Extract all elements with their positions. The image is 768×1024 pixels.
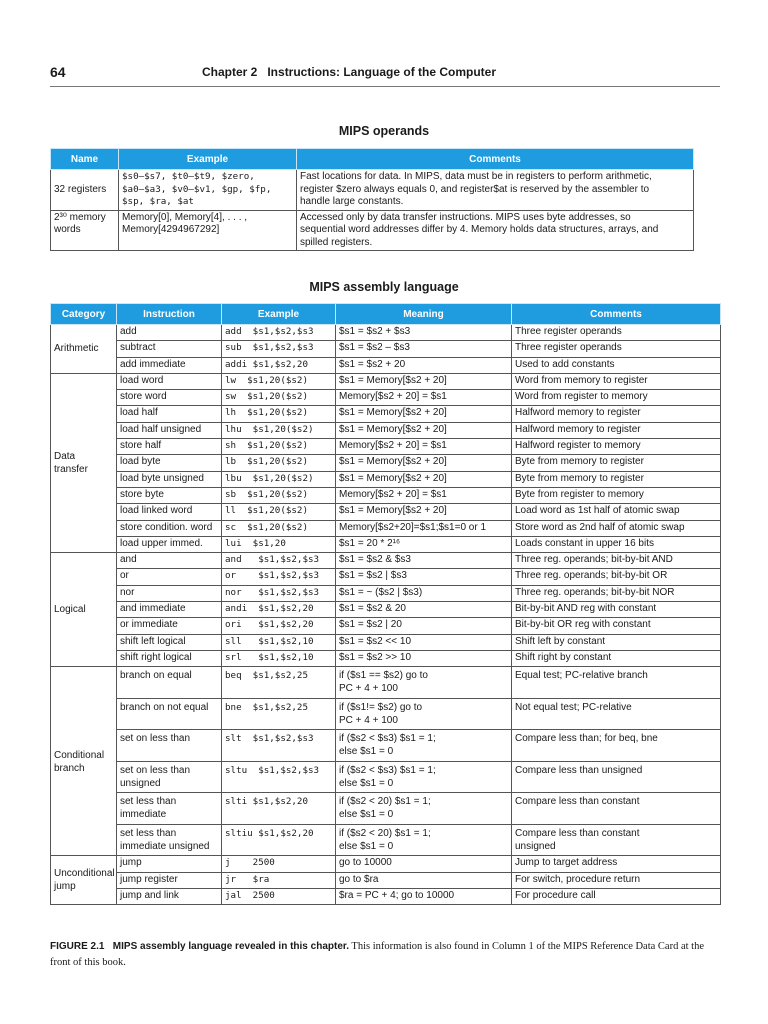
example-cell: slt $s1,$s2,$s3 (222, 730, 336, 762)
instruction-cell: branch on not equal (117, 698, 222, 730)
comment-cell: Shift left by constant (512, 634, 721, 650)
table-row (51, 439, 721, 455)
instruction-cell: shift right logical (117, 650, 222, 666)
comment-line: Accessed only by data transfer instructions. MIPS uses byte addresses, so (300, 211, 631, 223)
comment-cell: Byte from memory to register (512, 471, 721, 487)
instruction-cell: load byte unsigned (117, 471, 222, 487)
meaning-cell: if ($s2 < $s3) $s1 = 1; else $s1 = 0 (336, 761, 512, 793)
instruction-cell: set less than immediate (117, 793, 222, 825)
comment-cell: Byte from register to memory (512, 487, 721, 503)
meaning-cell: $s1 = $s2 – $s3 (336, 341, 512, 357)
meaning-cell: if ($s2 < 20) $s1 = 1; else $s1 = 0 (336, 793, 512, 825)
example-cell: lui $s1,20 (222, 536, 336, 552)
comment-cell: Equal test; PC-relative branch (512, 667, 721, 699)
instruction-cell: store half (117, 439, 222, 455)
category-cell: Unconditional jump (51, 856, 117, 905)
assembly-title: MIPS assembly language (309, 280, 459, 294)
comment-line: spilled registers. (300, 236, 373, 248)
meaning-cell: $s1 = $s2 >> 10 (336, 650, 512, 666)
operand-example (119, 210, 297, 251)
meaning-cell: $s1 = Memory[$s2 + 20] (336, 455, 512, 471)
comment-cell: Three reg. operands; bit-by-bit NOR (512, 585, 721, 601)
meaning-cell: if ($s1 == $s2) go to PC + 4 + 100 (336, 667, 512, 699)
instruction-cell: add (117, 325, 222, 341)
example-cell: lb $s1,20($s2) (222, 455, 336, 471)
instruction-cell: or (117, 569, 222, 585)
meaning-cell: if ($s2 < $s3) $s1 = 1; else $s1 = 0 (336, 730, 512, 762)
table-row (51, 210, 694, 251)
assembly-table (50, 303, 721, 905)
operands-title: MIPS operands (338, 124, 430, 138)
column-header: Category (51, 304, 117, 325)
example-line: Memory[4294967292] (122, 224, 220, 235)
meaning-cell: $ra = PC + 4; go to 10000 (336, 888, 512, 904)
instruction-cell: load word (117, 373, 222, 389)
operand-example (119, 170, 297, 211)
comment-line: sequential word addresses differ by 4. Memory holds data structures, arrays, and (300, 224, 659, 235)
example-cell: lhu $s1,20($s2) (222, 422, 336, 438)
name-line: words (54, 224, 81, 235)
meaning-cell: $s1 = $s2 | $s3 (336, 569, 512, 585)
operands-header-row (51, 149, 694, 170)
instruction-cell: and (117, 553, 222, 569)
operand-name (51, 210, 119, 251)
table-row (51, 487, 721, 503)
column-header: Comments (512, 304, 721, 325)
comment-cell: Used to add constants (512, 357, 721, 373)
column-header: Name (51, 149, 119, 170)
operand-name: 32 registers (51, 170, 119, 211)
meaning-cell: $s1 = $s2 & $s3 (336, 553, 512, 569)
instruction-cell: subtract (117, 341, 222, 357)
table-row (51, 602, 721, 618)
table-row (51, 170, 694, 211)
example-cell: sll $s1,$s2,10 (222, 634, 336, 650)
example-cell: lh $s1,20($s2) (222, 406, 336, 422)
example-cell: add $s1,$s2,$s3 (222, 325, 336, 341)
example-cell: lw $s1,20($s2) (222, 373, 336, 389)
example-cell: sh $s1,20($s2) (222, 439, 336, 455)
table-row (51, 761, 721, 793)
table-row (51, 357, 721, 373)
instruction-cell: branch on equal (117, 667, 222, 699)
instruction-cell: set less than immediate unsigned (117, 824, 222, 856)
meaning-cell: $s1 = Memory[$s2 + 20] (336, 373, 512, 389)
table-row (51, 824, 721, 856)
table-row (51, 471, 721, 487)
meaning-cell: Memory[$s2 + 20] = $s1 (336, 390, 512, 406)
comment-cell: Shift right by constant (512, 650, 721, 666)
instruction-cell: or immediate (117, 618, 222, 634)
table-row (51, 618, 721, 634)
table-row (51, 325, 721, 341)
operand-comments (297, 210, 694, 251)
instruction-cell: store byte (117, 487, 222, 503)
example-cell: and $s1,$s2,$s3 (222, 553, 336, 569)
example-cell: lbu $s1,20($s2) (222, 471, 336, 487)
meaning-cell: if ($s2 < 20) $s1 = 1; else $s1 = 0 (336, 824, 512, 856)
table-row (51, 390, 721, 406)
comment-cell: Three reg. operands; bit-by-bit AND (512, 553, 721, 569)
example-line: $sp, $ra, $at (122, 196, 194, 207)
example-cell: slti $s1,$s2,20 (222, 793, 336, 825)
meaning-cell: $s1 = Memory[$s2 + 20] (336, 504, 512, 520)
comment-cell: Halfword memory to register (512, 422, 721, 438)
meaning-cell: $s1 = $s2 | 20 (336, 618, 512, 634)
instruction-cell: nor (117, 585, 222, 601)
comment-cell: Three reg. operands; bit-by-bit OR (512, 569, 721, 585)
column-header: Instruction (117, 304, 222, 325)
comment-cell: Store word as 2nd half of atomic swap (512, 520, 721, 536)
example-line: $s0–$s7, $t0–$t9, $zero, (122, 171, 255, 182)
category-cell: Data transfer (51, 373, 117, 552)
instruction-cell: load byte (117, 455, 222, 471)
comment-cell: Compare less than unsigned (512, 761, 721, 793)
example-cell: j 2500 (222, 856, 336, 872)
page-number: 64 (50, 64, 66, 80)
instruction-cell: load half unsigned (117, 422, 222, 438)
column-header: Example (222, 304, 336, 325)
comment-cell: Not equal test; PC-relative (512, 698, 721, 730)
example-cell: sub $s1,$s2,$s3 (222, 341, 336, 357)
instruction-cell: store condition. word (117, 520, 222, 536)
operand-comments (297, 170, 694, 211)
instruction-cell: load upper immed. (117, 536, 222, 552)
example-cell: sltu $s1,$s2,$s3 (222, 761, 336, 793)
table-row (51, 667, 721, 699)
comment-line: Fast locations for data. In MIPS, data must be in registers to perform arithmetic, (300, 171, 652, 182)
comment-cell: Three register operands (512, 325, 721, 341)
table-row (51, 422, 721, 438)
comment-cell: For procedure call (512, 888, 721, 904)
instruction-cell: jump and link (117, 888, 222, 904)
instruction-cell: store word (117, 390, 222, 406)
comment-cell: Word from register to memory (512, 390, 721, 406)
comment-cell: Compare less than; for beq, bne (512, 730, 721, 762)
operands-table (50, 148, 694, 251)
page-header (50, 64, 720, 87)
table-row (51, 872, 721, 888)
table-row (51, 341, 721, 357)
meaning-cell: if ($s1!= $s2) go to PC + 4 + 100 (336, 698, 512, 730)
column-header: Example (119, 149, 297, 170)
comment-cell: Byte from memory to register (512, 455, 721, 471)
comment-cell: Word from memory to register (512, 373, 721, 389)
figure-label: FIGURE 2.1 MIPS assembly language revealed in this chapter. (50, 941, 349, 952)
instruction-cell: load linked word (117, 504, 222, 520)
table-row (51, 650, 721, 666)
meaning-cell: Memory[$s2+20]=$s1;$s1=0 or 1 (336, 520, 512, 536)
caption-text: This information is also found in Column 1 of the MIPS Reference Data Card at the front of this book. (50, 941, 704, 968)
table-row (51, 698, 721, 730)
comment-line: register $zero always equals 0, and register$at is reserved by the assembler to (300, 183, 650, 195)
category-cell: Conditional branch (51, 667, 117, 856)
table-row (51, 730, 721, 762)
table-row (51, 569, 721, 585)
comment-cell: Load word as 1st half of atomic swap (512, 504, 721, 520)
comment-cell: Halfword memory to register (512, 406, 721, 422)
comment-cell: Compare less than constant unsigned (512, 824, 721, 856)
assembly-header-row (51, 304, 721, 325)
figure-caption (50, 939, 722, 971)
example-cell: nor $s1,$s2,$s3 (222, 585, 336, 601)
example-line: Memory[0], Memory[4], . . . , (122, 211, 248, 223)
table-row (51, 504, 721, 520)
instruction-cell: and immediate (117, 602, 222, 618)
name-line: 2³⁰ memory (54, 211, 106, 223)
table-row (51, 406, 721, 422)
example-cell: andi $s1,$s2,20 (222, 602, 336, 618)
table-row (51, 455, 721, 471)
comment-cell: Jump to target address (512, 856, 721, 872)
meaning-cell: $s1 = $s2 + 20 (336, 357, 512, 373)
example-cell: ll $s1,20($s2) (222, 504, 336, 520)
meaning-cell: $s1 = 20 * 2¹⁶ (336, 536, 512, 552)
instruction-cell: set on less than unsigned (117, 761, 222, 793)
comment-cell: Three register operands (512, 341, 721, 357)
instruction-cell: load half (117, 406, 222, 422)
example-cell: sb $s1,20($s2) (222, 487, 336, 503)
category-cell: Logical (51, 553, 117, 667)
meaning-cell: $s1 = $s2 << 10 (336, 634, 512, 650)
instruction-cell: add immediate (117, 357, 222, 373)
comment-cell: For switch, procedure return (512, 872, 721, 888)
table-row (51, 520, 721, 536)
example-cell: or $s1,$s2,$s3 (222, 569, 336, 585)
example-cell: addi $s1,$s2,20 (222, 357, 336, 373)
comment-line: handle large constants. (300, 196, 404, 207)
example-cell: sltiu $s1,$s2,20 (222, 824, 336, 856)
example-cell: sc $s1,20($s2) (222, 520, 336, 536)
comment-cell: Bit-by-bit AND reg with constant (512, 602, 721, 618)
table-row (51, 793, 721, 825)
example-cell: srl $s1,$s2,10 (222, 650, 336, 666)
meaning-cell: Memory[$s2 + 20] = $s1 (336, 439, 512, 455)
meaning-cell: $s1 = $s2 & 20 (336, 602, 512, 618)
meaning-cell: $s1 = ~ ($s2 | $s3) (336, 585, 512, 601)
instruction-cell: jump (117, 856, 222, 872)
comment-cell: Bit-by-bit OR reg with constant (512, 618, 721, 634)
comment-cell: Loads constant in upper 16 bits (512, 536, 721, 552)
column-header: Comments (297, 149, 694, 170)
meaning-cell: go to 10000 (336, 856, 512, 872)
meaning-cell: $s1 = Memory[$s2 + 20] (336, 406, 512, 422)
instruction-cell: shift left logical (117, 634, 222, 650)
meaning-cell: $s1 = $s2 + $s3 (336, 325, 512, 341)
running-title: Chapter 2 Instructions: Language of the Computer (202, 65, 497, 79)
example-cell: beq $s1,$s2,25 (222, 667, 336, 699)
table-row (51, 373, 721, 389)
category-cell: Arithmetic (51, 325, 117, 374)
column-header: Meaning (336, 304, 512, 325)
example-cell: jr $ra (222, 872, 336, 888)
table-row (51, 553, 721, 569)
example-cell: jal 2500 (222, 888, 336, 904)
example-cell: sw $s1,20($s2) (222, 390, 336, 406)
example-cell: ori $s1,$s2,20 (222, 618, 336, 634)
meaning-cell: $s1 = Memory[$s2 + 20] (336, 422, 512, 438)
table-row (51, 634, 721, 650)
table-row (51, 856, 721, 872)
comment-cell: Compare less than constant (512, 793, 721, 825)
example-line: $a0–$a3, $v0–$v1, $gp, $fp, (122, 183, 272, 195)
table-row (51, 888, 721, 904)
table-row (51, 536, 721, 552)
example-cell: bne $s1,$s2,25 (222, 698, 336, 730)
table-row (51, 585, 721, 601)
comment-cell: Halfword register to memory (512, 439, 721, 455)
meaning-cell: $s1 = Memory[$s2 + 20] (336, 471, 512, 487)
assembly-body (51, 325, 721, 905)
instruction-cell: jump register (117, 872, 222, 888)
meaning-cell: go to $ra (336, 872, 512, 888)
instruction-cell: set on less than (117, 730, 222, 762)
meaning-cell: Memory[$s2 + 20] = $s1 (336, 487, 512, 503)
